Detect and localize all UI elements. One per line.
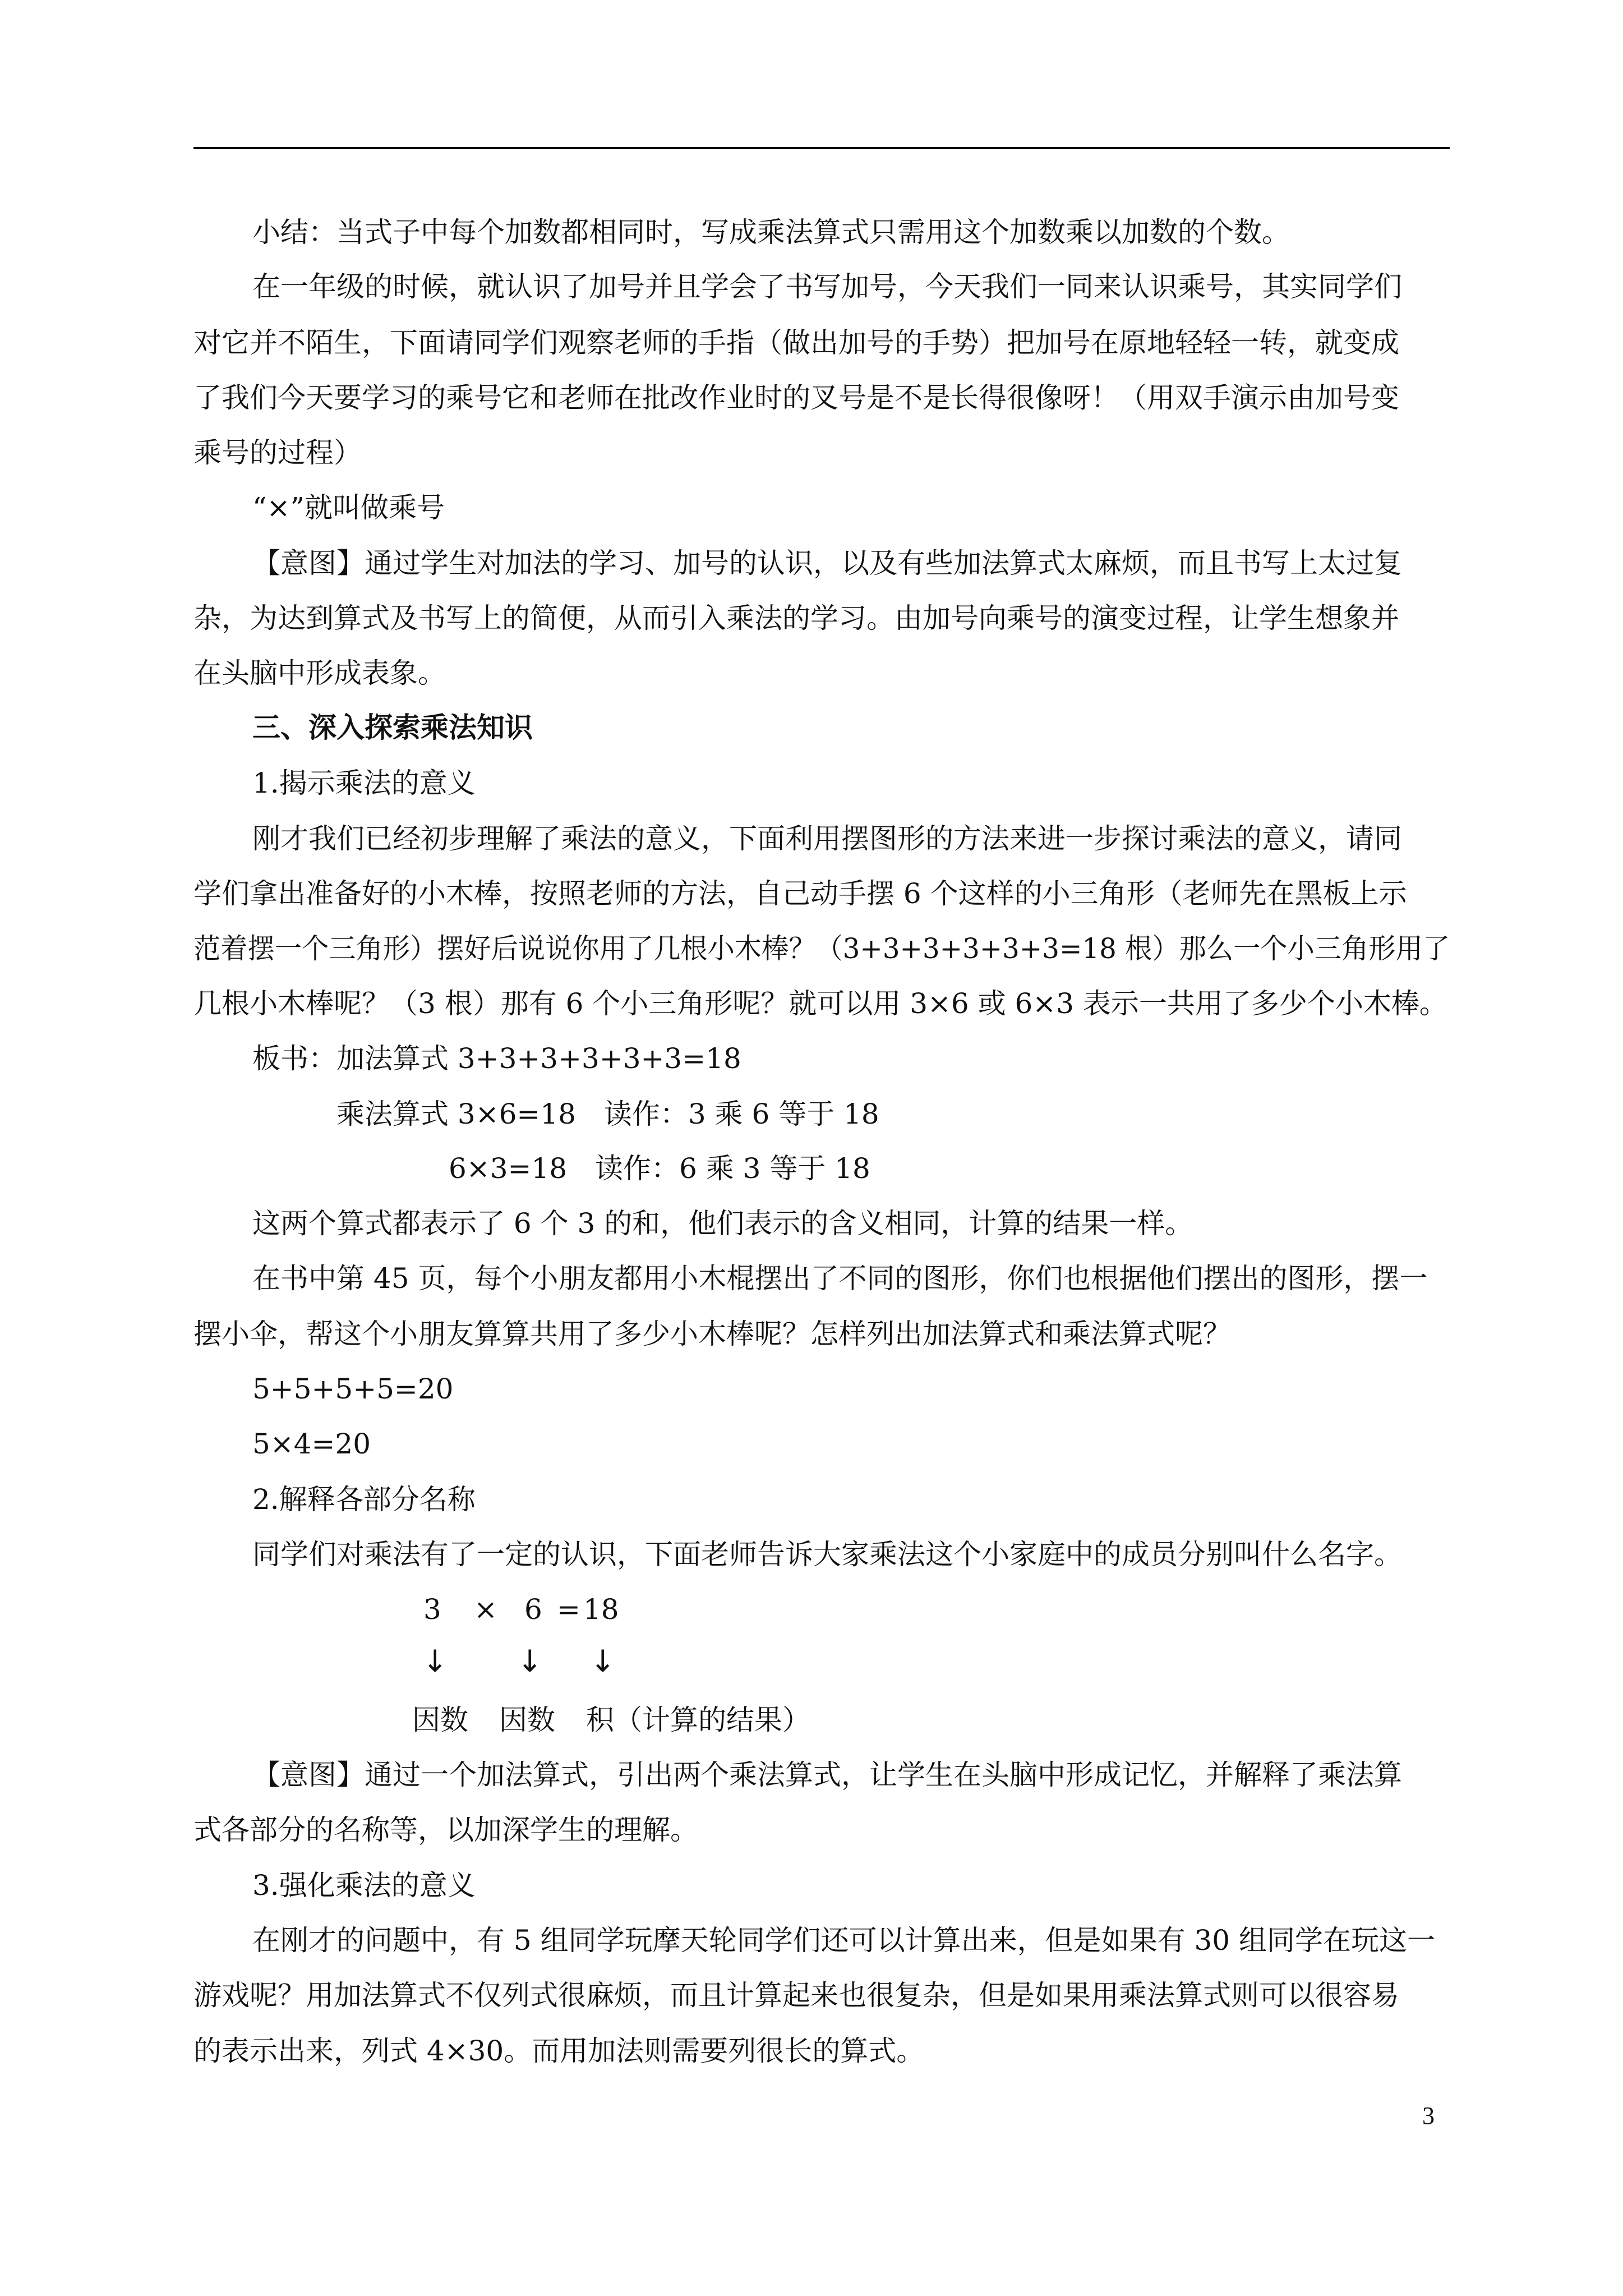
text-line: 在刚才的问题中，有 5 组同学玩摩天轮同学们还可以计算出来，但是如果有 30 组同学在玩这一: [252, 1924, 1436, 1957]
equation-multiplication: 5×4=20: [252, 1428, 371, 1460]
down-arrow-icon: ↓: [590, 1644, 616, 1679]
subsection-heading-1: 1.揭示乘法的意义: [252, 767, 476, 799]
section-heading: 三、深入探索乘法知识: [252, 711, 533, 744]
text-line: 学们拿出准备好的小木棒，按照老师的方法，自己动手摆 6 个这样的小三角形（老师先在黑板上示: [193, 877, 1407, 910]
text-line: 对它并不陌生，下面请同学们观察老师的手指（做出加号的手势）把加号在原地轻轻一转，就变成: [193, 326, 1399, 359]
text-line: 刚才我们已经初步理解了乘法的意义，下面利用摆图形的方法来进一步探讨乘法的意义，请同: [252, 822, 1402, 855]
times-sign-line: “×”就叫做乘号: [252, 491, 445, 524]
subsection-heading-3: 3.强化乘法的意义: [252, 1869, 476, 1902]
product-value: 18: [583, 1593, 619, 1626]
text-line: 在书中第 45 页，每个小朋友都用小木棍摆出了不同的图形，你们也根据他们摆出的图形，摆一: [252, 1262, 1428, 1295]
meaning-line: 这两个算式都表示了 6 个 3 的和，他们表示的含义相同，计算的结果一样。: [252, 1207, 1193, 1240]
text-line: 范着摆一个三角形）摆好后说说你用了几根小木棒？（3+3+3+3+3+3=18 根）那么一个小三角形用了: [193, 932, 1450, 965]
text-line: 游戏呢？用加法算式不仅列式很麻烦，而且计算起来也很复杂，但是如果用乘法算式则可以很容易: [193, 1979, 1399, 2012]
header-rule: [193, 147, 1450, 149]
text-line: 在一年级的时候，就认识了加号并且学会了书写加号，今天我们一同来认识乘号，其实同学们: [252, 270, 1402, 303]
text-line: 几根小木棒呢？（3 根）那有 6 个小三角形呢？就可以用 3×6 或 6×3 表示一共用了多少个小木棒。: [193, 987, 1447, 1020]
subsection-2-paragraph: 同学们对乘法有了一定的认识，下面老师告诉大家乘法这个小家庭中的成员分别叫什么名字。: [252, 1538, 1402, 1571]
label-factor-b: 因数: [499, 1704, 555, 1736]
board-line-multiplication-2: 6×3=18 读作：6 乘 3 等于 18: [449, 1152, 870, 1185]
equals-symbol: =: [557, 1593, 580, 1626]
text-line: 式各部分的名称等，以加深学生的理解。: [193, 1814, 698, 1846]
label-product: 积（计算的结果）: [586, 1704, 810, 1736]
text-line: 摆小伞，帮这个小朋友算算共用了多少小木棒呢？怎样列出加法算式和乘法算式呢？: [193, 1318, 1231, 1350]
label-factor-a: 因数: [412, 1704, 468, 1736]
text-line: 【意图】通过一个加法算式，引出两个乘法算式，让学生在头脑中形成记忆，并解释了乘法算: [252, 1759, 1402, 1791]
text-line: 杂，为达到算式及书写上的简便，从而引入乘法的学习。由加号向乘号的演变过程，让学生想象并: [193, 602, 1399, 634]
text-line: 【意图】通过学生对加法的学习、加号的认识，以及有些加法算式太麻烦，而且书写上太过复: [252, 547, 1402, 579]
down-arrow-icon: ↓: [422, 1644, 448, 1679]
text-line: 乘号的过程）: [193, 436, 362, 469]
text-line: 在头脑中形成表象。: [193, 657, 446, 689]
board-line-multiplication: 乘法算式 3×6=18 读作：3 乘 6 等于 18: [336, 1098, 879, 1130]
text-line: 的表示出来，列式 4×30。而用加法则需要列很长的算式。: [193, 2035, 925, 2067]
text-line: 了我们今天要学习的乘号它和老师在批改作业时的叉号是不是长得很像呀！（用双手演示由加号变: [193, 381, 1399, 414]
factor-b: 6: [524, 1593, 542, 1626]
board-line-addition: 板书：加法算式 3+3+3+3+3+3=18: [252, 1042, 741, 1075]
summary-line: 小结：当式子中每个加数都相同时，写成乘法算式只需用这个加数乘以加数的个数。: [252, 216, 1290, 249]
subsection-heading-2: 2.解释各部分名称: [252, 1483, 476, 1516]
page-number: 3: [1422, 2102, 1435, 2129]
factor-a: 3: [423, 1593, 441, 1626]
equation-addition: 5+5+5+5=20: [252, 1373, 454, 1405]
down-arrow-icon: ↓: [517, 1644, 543, 1679]
times-symbol: ×: [474, 1593, 497, 1626]
